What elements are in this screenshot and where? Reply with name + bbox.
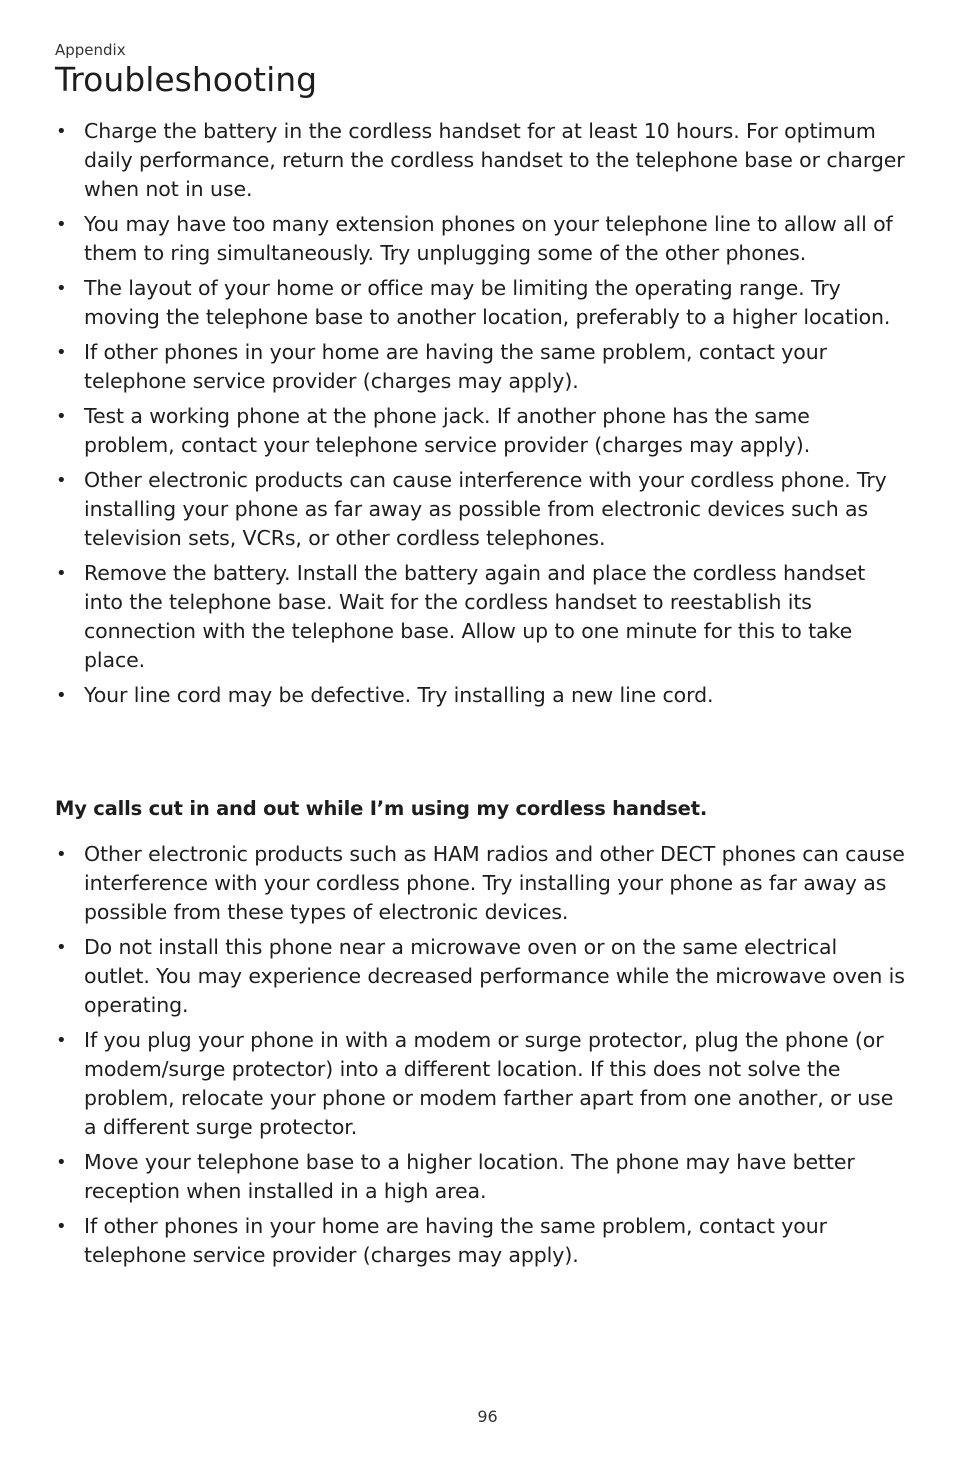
bullet-icon: • <box>56 342 67 363</box>
list-item-text: Do not install this phone near a microwave oven or on the same electrical outlet. You may experience decreased performance while the microwave oven is operating. <box>84 935 905 1017</box>
bullet-icon: • <box>56 563 67 584</box>
list-item-text: Your line cord may be defective. Try installing a new line cord. <box>84 683 714 707</box>
troubleshooting-list <box>55 117 905 716</box>
list-item <box>55 274 905 332</box>
bullet-icon: • <box>56 685 67 706</box>
list-item <box>55 933 905 1020</box>
list-item <box>55 559 905 675</box>
list-item <box>55 1148 905 1206</box>
list-item <box>55 1212 905 1270</box>
list-item <box>55 402 905 460</box>
bullet-icon: • <box>56 844 67 865</box>
bullet-icon: • <box>56 937 67 958</box>
list-item-text: Charge the battery in the cordless handset for at least 10 hours. For optimum daily performance, return the cordless handset to the telephone base or charger when not in use. <box>84 119 905 201</box>
bullet-icon: • <box>56 406 67 427</box>
list-item-text: You may have too many extension phones on your telephone line to allow all of them to ring simultaneously. Try unplugging some of the other phones. <box>84 212 893 265</box>
list-item-text: If other phones in your home are having the same problem, contact your telephone service provider (charges may apply). <box>84 340 827 393</box>
list-item <box>55 840 905 927</box>
list-item <box>55 681 905 710</box>
bullet-icon: • <box>56 121 67 142</box>
list-item-text: Other electronic products can cause interference with your cordless phone. Try installing your phone as far away as possible from electronic devices such as television sets, VCRs, or other cordless telephones. <box>84 468 887 550</box>
list-item-text: Move your telephone base to a higher location. The phone may have better reception when installed in a high area. <box>84 1150 855 1203</box>
bullet-icon: • <box>56 1030 67 1051</box>
list-item-text: Other electronic products such as HAM radios and other DECT phones can cause interference with your cordless phone. Try installing your phone as far away as possible from these types of electronic devices. <box>84 842 905 924</box>
list-item <box>55 1026 905 1142</box>
list-item <box>55 117 905 204</box>
bullet-icon: • <box>56 470 67 491</box>
list-item-text: Test a working phone at the phone jack. If another phone has the same problem, contact your telephone service provider (charges may apply). <box>84 404 811 457</box>
section-label: Appendix <box>55 41 126 59</box>
bullet-icon: • <box>56 1152 67 1173</box>
page-number: 96 <box>477 1407 498 1426</box>
calls-cut-out-list <box>55 840 905 1276</box>
page-title: Troubleshooting <box>55 60 318 99</box>
list-item-text: If you plug your phone in with a modem or surge protector, plug the phone (or modem/surge protector) into a different location. If this does not solve the problem, relocate your phone or modem farther apart from one another, or use a different surge protector. <box>84 1028 894 1139</box>
list-item <box>55 210 905 268</box>
bullet-icon: • <box>56 278 67 299</box>
list-item-text: Remove the battery. Install the battery again and place the cordless handset into the telephone base. Wait for the cordless handset to reestablish its connection with the telephone base. Allow up to one minute for this to take place. <box>84 561 866 672</box>
subheading: My calls cut in and out while I’m using my cordless handset. <box>55 797 708 820</box>
list-item-text: If other phones in your home are having the same problem, contact your telephone service provider (charges may apply). <box>84 1214 827 1267</box>
list-item <box>55 338 905 396</box>
list-item <box>55 466 905 553</box>
bullet-icon: • <box>56 1216 67 1237</box>
bullet-icon: • <box>56 214 67 235</box>
list-item-text: The layout of your home or office may be limiting the operating range. Try moving the telephone base to another location, preferably to a higher location. <box>84 276 891 329</box>
